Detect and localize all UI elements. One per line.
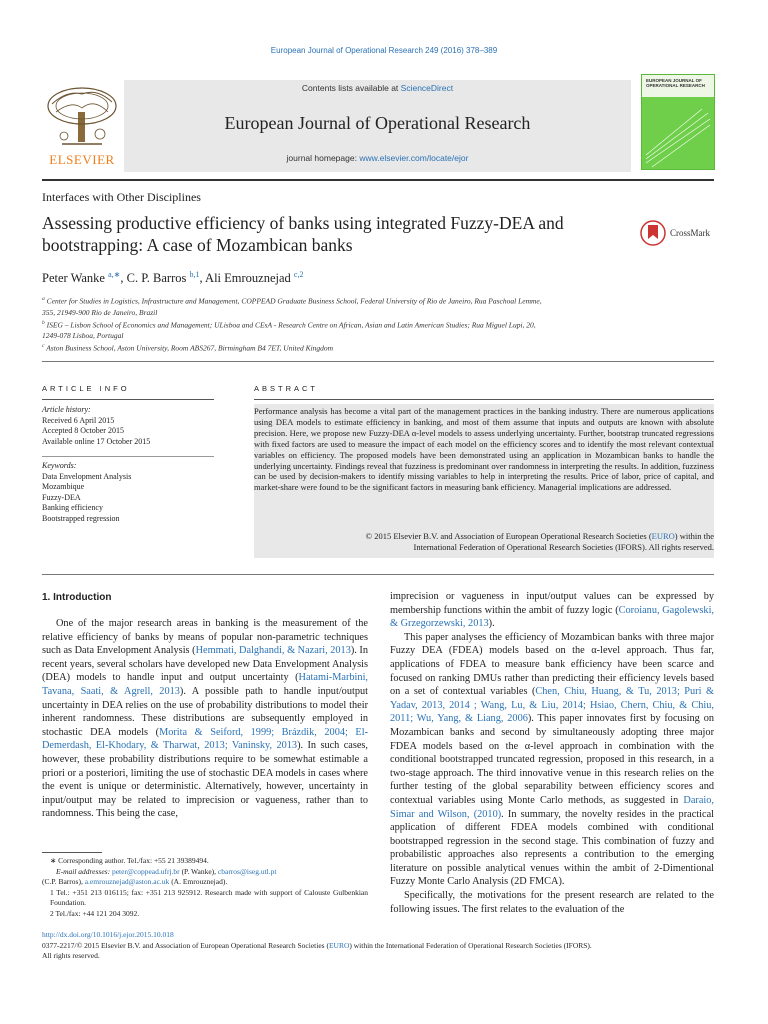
crossmark-icon: [640, 220, 666, 246]
crossmark-label: CrossMark: [670, 228, 710, 238]
author-name[interactable]: Peter Wanke: [42, 271, 105, 286]
intro-paragraph-1: One of the major research areas in banking is the measurement of the relative efficiency of banks by means of popular non-parametric techniques such as Data Envelopment Analysis (Hemmati, Dalghandi, & Nazari, 2013). In recent years, several scholars have developed new Data Envelopment Analysis (DEA) models to handle input and output uncertainty (Hatami-Marbini, Tavana, Saati, & Agrell, 2013). A possible path to handle input/output uncertainty in DEA relies on the use of probability distributions to model their inherent randomness. These distributions are subsequently employed in stochastic DEA models (Morita & Seiford, 1999; Brázdik, 2004; El-Demerdash, El-Khodary, & Tharwat, 2013; Vaninsky, 2013). In such cases, however, these probability distributions require to be somewhat estimable a priori or a posteriori, limiting the use of stochastic DEA models in cases where the event is unique or deterministic. Alternatively, however, uncertainty in input/output may be related to imprecision or vagueness, rather than to randomness. This being the case,: [42, 618, 369, 820]
introduction-heading: 1. Introduction: [42, 592, 112, 603]
rights-line: All rights reserved.: [42, 951, 100, 960]
reference-link[interactable]: Chen, Chiu, Huang, & Tu, 2013; Puri & Yadav, 2013, 2014 ; Wang, Lu, & Liu, 2014; Hsiao, Chern, Chiu, & Chiu, 2011; Wu, Yang, & Liang, 2006: [390, 686, 714, 725]
footnote-2: 2 Tel./fax: +44 121 204 3092.: [50, 908, 140, 918]
footnote-emails-cont: (C.P. Barros), a.emrouznejad@aston.ac.uk (A. Emrouznejad).: [42, 877, 228, 886]
article-footer: [42, 930, 742, 962]
footnote-corresponding: ∗ Corresponding author. Tel./fax: +55 21 39389494.: [50, 856, 209, 865]
reference-link[interactable]: Daraio, Simar and Wilson, (2010): [390, 794, 714, 820]
reference-link[interactable]: Morita & Seiford, 1999; Brázdik, 2004; El-Demerdash, El-Khodary, & Tharwat, 2013; Vaninsky, 2013: [42, 726, 368, 752]
euro-link[interactable]: EURO: [651, 531, 675, 541]
article-info-heading: ARTICLE INFO: [42, 384, 130, 393]
abstract-bottom-rule: [42, 574, 714, 575]
elsevier-wordmark: ELSEVIER: [49, 152, 115, 167]
history-online: Available online 17 October 2015: [42, 436, 151, 446]
author-name[interactable]: Ali Emrouznejad: [205, 271, 291, 286]
right-column-text: [390, 590, 714, 916]
keyword-item[interactable]: Fuzzy-DEA: [42, 492, 81, 502]
euro-link[interactable]: EURO: [328, 940, 350, 950]
sciencedirect-link[interactable]: ScienceDirect: [400, 83, 454, 93]
homepage-line: [124, 153, 631, 163]
keywords-rule: [42, 456, 214, 457]
section-label: Interfaces with Other Disciplines: [42, 190, 201, 204]
author-affiliation-mark[interactable]: b,1: [189, 270, 200, 279]
email-link[interactable]: peter@coppead.ufrj.br: [111, 866, 180, 876]
keywords: [42, 461, 214, 525]
footnote-emails: E-mail addresses: peter@coppead.ufrj.br (P. Wanke), cbarros@iseg.utl.pt: [56, 866, 277, 876]
keyword-item[interactable]: Data Envelopment Analysis: [42, 471, 132, 481]
email-link[interactable]: cbarros@iseg.utl.pt: [217, 866, 277, 876]
journal-cover-thumbnail: [641, 74, 715, 170]
affiliation-line: $^b$ ISEG – Lisbon School of Economics and Management; ULisboa and CEsA - Research Centre on African, Asian and Latin American Studies; Rua Miguel Lupi, 20,: [42, 319, 536, 329]
affiliation-rule: [42, 361, 714, 362]
intro-paragraph-2: This paper analyses the efficiency of Mozambican banks with three major Fuzzy DEA (FDEA) models based on the α-level approach. Thus far, applications of FDEA to measure bank efficiency have been scarce and focused on ranking DMUs rather than predicting their efficiency levels based on a set of contextual variables (Chen, Chiu, Huang, & Tu, 2013; Puri & Yadav, 2013, 2014 ; Wang, Lu, & Liu, 2014; Hsiao, Chern, Chiu, & Chiu, 2011; Wu, Yang, & Liang, 2006). This paper innovates first by focusing on Mozambican banks and second by simultaneously adopting three major FDEA models based on the α-level approach in combination with the conditional bootstrapped truncated regression, proposed in this research, in a two-stage approach. The third innovative venue in this research relies on the further testing of the global separability between efficiency scores and contextual variables using Monte Carlo methods, as suggested in Daraio, Simar and Wilson, (2010). In summary, the novelty resides in the practical application of different FDEA models combined with conditional bootstrapped regression in the second stage. This combination of fuzzy and probabilistic approaches also represents a contribution to the emerging literature on possible analytical venues within the ambit of 2-Dimentional Fuzzy Monte Carlo Analysis (2D FMCA).: [390, 631, 715, 888]
cover-title: EUROPEAN JOURNAL OF OPERATIONAL RESEARCH: [646, 78, 705, 88]
contents-line: [124, 83, 631, 93]
author-separator: ,: [199, 271, 206, 286]
history-received: Received 6 April 2015: [42, 415, 115, 425]
history-accepted: Accepted 8 October 2015: [42, 426, 124, 436]
homepage-link[interactable]: www.elsevier.com/locate/ejor: [359, 153, 469, 163]
paper-title-line2: bootstrapping: A case of Mozambican banks: [42, 235, 353, 255]
abstract-heading: ABSTRACT: [254, 384, 319, 393]
header-rule: [42, 179, 714, 181]
paper-title-line1: Assessing productive efficiency of banks using integrated Fuzzy-DEA and: [42, 213, 564, 233]
intro-paragraph-cont: imprecision or vagueness in input/output values can be expressed by membership functions within the ambit of fuzzy logic (Coroianu, Gagolewski, & Grzegorzewski, 2013).: [390, 591, 714, 630]
affiliations: [42, 294, 642, 354]
left-column-text: [42, 617, 368, 821]
author-name[interactable]: C. P. Barros: [126, 271, 187, 286]
reference-link[interactable]: Coroianu, Gagolewski, & Grzegorzewski, 2013: [390, 604, 714, 630]
article-history: [42, 405, 214, 447]
paper-title: [42, 212, 632, 256]
keywords-label: Keywords:: [42, 461, 77, 470]
issn-line: 0377-2217/© 2015 Elsevier B.V. and Association of European Operational Research Societies (EURO) within the International Federation of Operational Research Societies (IFORS).: [42, 940, 592, 950]
affiliation-line: $^c$ Aston Business School, Aston University, Room ABS267, Birmingham B4 7ET, United Kingdom: [42, 343, 334, 353]
contents-prefix: Contents lists available at: [301, 83, 401, 93]
reference-link[interactable]: Hatami-Marbini, Tavana, Saati, & Agrell, 2013: [42, 672, 368, 697]
keyword-item[interactable]: Banking efficiency: [42, 503, 103, 513]
doi-link[interactable]: http://dx.doi.org/10.1016/j.ejor.2015.10.018: [42, 930, 174, 939]
crossmark-button[interactable]: [640, 220, 710, 246]
keyword-item[interactable]: Bootstrapped regression: [42, 513, 120, 523]
article-info-rule: [42, 399, 214, 400]
author-affiliation-mark[interactable]: a,∗: [108, 270, 121, 279]
footnote-1: 1 Tel.: +351 213 016115; fax: +351 213 925912. Research made with support of Calouste Gulbenkian Foundation.: [50, 887, 368, 907]
abstract-copyright: © 2015 Elsevier B.V. and Association of European Operational Research Societies (EURO) within the International Federation of Operational Research Societies (IFORS). All rights reserved.: [365, 531, 714, 552]
reference-link[interactable]: Hemmati, Dalghandi, & Nazari, 2013: [195, 645, 351, 657]
journal-citation[interactable]: European Journal of Operational Research 249 (2016) 378–389: [270, 46, 498, 55]
affiliation-line: $^a$ Center for Studies in Logistics, Infrastructure and Management, COPPEAD Graduate Business School, Federal University of Rio de Janeiro, Rua Paschoal Lemme,: [42, 296, 542, 306]
abstract-rule: [254, 399, 714, 400]
intro-paragraph-3: Specifically, the motivations for the present research are related to the following issues. The first relates to the evaluation of the: [390, 890, 714, 915]
author-affiliation-mark[interactable]: c,2: [293, 270, 304, 279]
history-label: Article history:: [42, 405, 91, 414]
journal-title: European Journal of Operational Research: [224, 113, 531, 133]
footnote-rule: [42, 852, 102, 853]
affiliation-line: 1249-078 Lisboa, Portugal: [42, 331, 124, 340]
abstract-text: Performance analysis has become a vital part of the management practices in the banking industry. There are numerous applications using DEA models to estimate efficiency in banking, and most of them assume that inputs and outputs are known with absolute precision. Here, we propose new Fuzzy-DEA α-level models to assess underlying uncertainty. Further, bootstrap truncated regressions with fixed factors are used to measure the impact of each model on the efficiency scores and to identify the most relevant contextual variables on efficiency. The proposed models have been demonstrated using an application in Mozambican banks to handle the underlying uncertainty. Findings reveal that fuzziness is predominant over randomness in interpreting the results. In addition, fuzziness can be used by decision-makers to identify missing variables to help in interpreting the results. Price of labor, price of capital, and market-share were found to be the significant factors in measuring bank efficiency. Managerial implications are addressed.: [254, 406, 714, 493]
author-separator: ,: [120, 271, 127, 286]
footnotes: [42, 856, 368, 919]
affiliation-line: 355, 21949-900 Rio de Janeiro, Brazil: [42, 307, 158, 317]
keyword-item[interactable]: Mozambique: [42, 482, 85, 492]
author-list: [42, 270, 303, 286]
homepage-prefix: journal homepage:: [286, 153, 360, 163]
email-link[interactable]: a.emrouznejad@aston.ac.uk: [84, 877, 170, 886]
